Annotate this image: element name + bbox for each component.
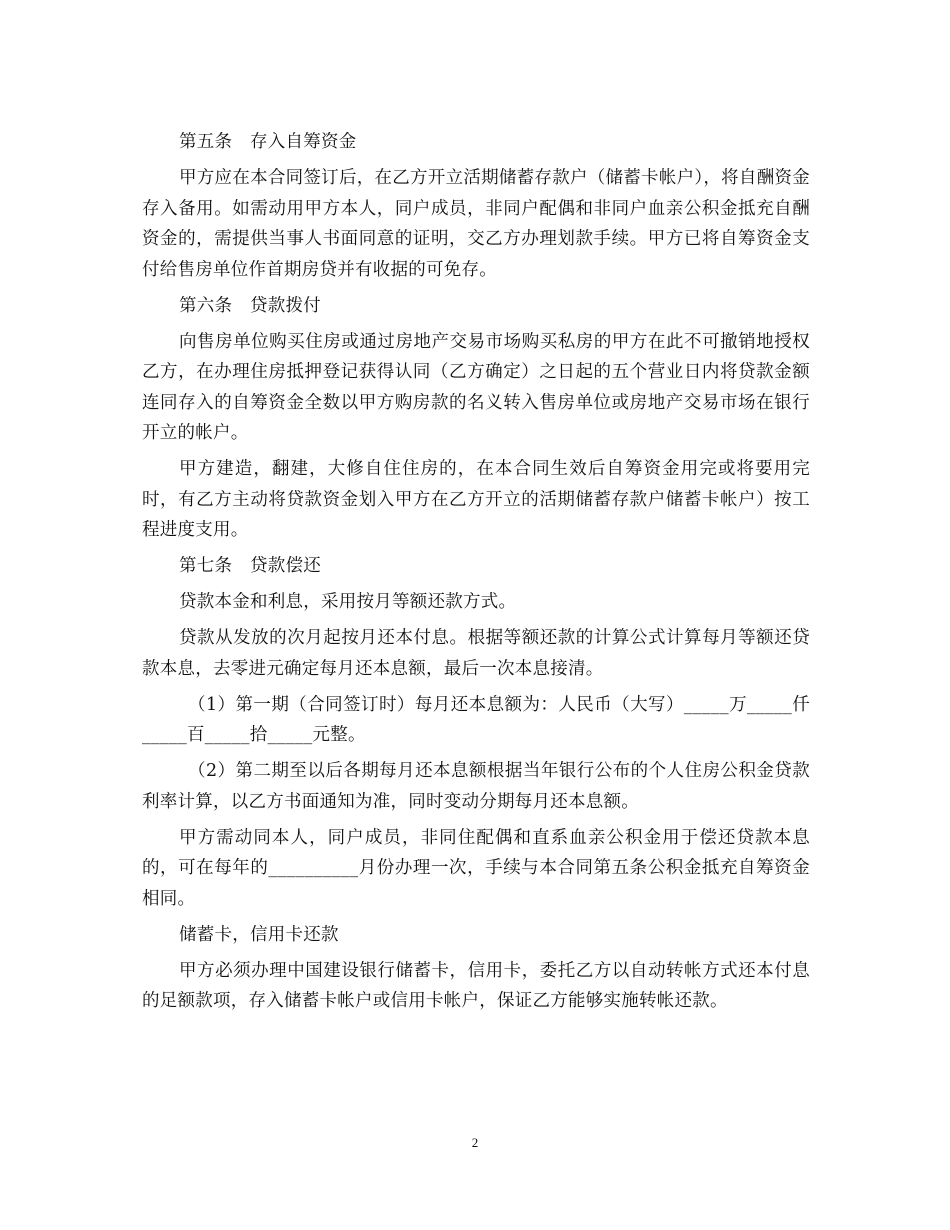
- document-body: [142, 127, 810, 1022]
- article-6-paragraph-2: 甲方建造，翻建，大修自住住房的，在本合同生效后自筹资金用完或将要用完时，有乙方主动将贷款资金划入甲方在乙方开立的活期储蓄存款户储蓄卡帐户）按工程进度支用。: [142, 459, 810, 540]
- article-5-heading: 第五条 存入自筹资金: [179, 132, 357, 152]
- card-repayment-paragraph: 甲方必须办理中国建设银行储蓄卡，信用卡，委托乙方以自动转帐方式还本付息的足额款项，存入储蓄卡帐户或信用卡帐户，保证乙方能够实施转帐还款。: [142, 960, 810, 1011]
- card-repayment-heading: 储蓄卡，信用卡还款: [179, 924, 339, 945]
- article-6-paragraph-1: 向售房单位购买住房或通过房地产交易市场购买私房的甲方在此不可撤销地授权乙方，在办理住房抵押登记获得认同（乙方确定）之日起的五个营业日内将贷款金额连同存入的自筹资金全数以甲方购房款的名义转入售房单位或房地产交易市场在银行开立的帐户。: [142, 331, 810, 443]
- article-7-item-2: （2）第二期至以后各期每月还本息额根据当年银行公布的个人住房公积金贷款利率计算，以乙方书面通知为准，同时变动分期每月还本息额。: [142, 761, 810, 812]
- article-7-paragraph-2: 贷款从发放的次月起按月还本付息。根据等额还款的计算公式计算每月等额还贷款本息，去零进元确定每月还本息额，最后一次本息接清。: [142, 628, 810, 679]
- article-5-paragraph: 甲方应在本合同签订后，在乙方开立活期储蓄存款户（储蓄卡帐户），将自酬资金存入备用。如需动用甲方本人，同户成员，非同户配偶和非同户血亲公积金抵充自酬资金的，需提供当事人书面同意的证明，交乙方办理划款手续。甲方已将自筹资金支付给售房单位作首期房贷并有收据的可免存。: [142, 168, 810, 280]
- article-7-paragraph-1: 贷款本金和利息，采用按月等额还款方式。: [179, 592, 517, 612]
- article-7-heading: 第七条 贷款偿还: [179, 556, 321, 576]
- article-7-item-1: （1）第一期（合同签订时）每月还本息额为：人民币（大写）_____万_____仟_____百_____拾_____元整。: [142, 694, 810, 745]
- article-7-paragraph-3: 甲方需动同本人，同户成员，非同住配偶和直系血亲公积金用于偿还贷款本息的，可在每年的__________月份办理一次，手续与本合同第五条公积金抵充自筹资金相同。: [142, 827, 810, 909]
- page-number: 2: [471, 1135, 479, 1150]
- article-6-heading: 第六条 贷款拨付: [179, 295, 321, 316]
